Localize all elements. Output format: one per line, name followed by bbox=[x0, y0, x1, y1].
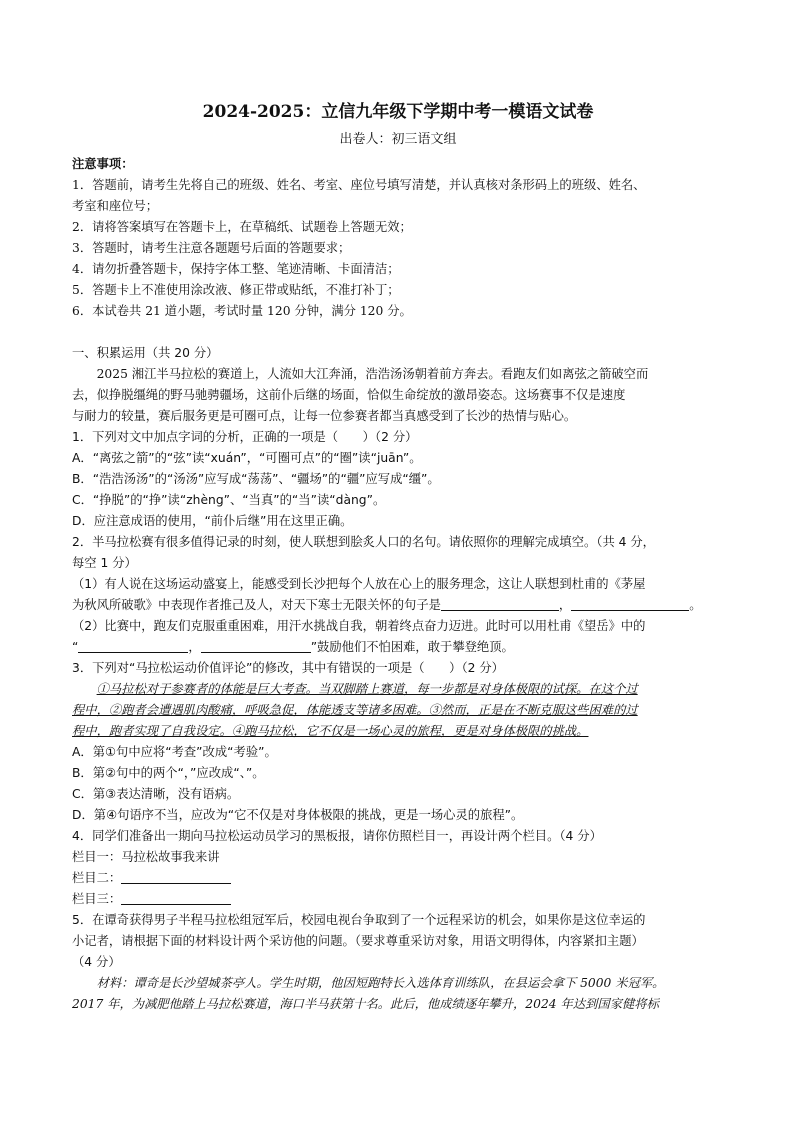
question-1-option: B．“浩浩汤汤”的“汤汤”应写成“荡荡”、“疆场”的“疆”应写成“缰”。 bbox=[72, 472, 440, 486]
question-3-stem: 3．下列对“马拉松运动价值评论”的修改，其中有错误的一项是（ ）（2 分） bbox=[72, 661, 504, 675]
notice-item: 5．答题卡上不准使用涂改液、修正带或贴纸，不准打补丁； bbox=[72, 283, 400, 297]
answer-blank[interactable] bbox=[571, 596, 689, 611]
question-5-stem: 小记者，请根据下面的材料设计两个采访他的问题。（要求尊重采访对象，用语文明得体，内容紧扣主题） bbox=[72, 934, 644, 948]
notice-item: 3．答题时，请考生注意各题题号后面的答题要求； bbox=[72, 241, 351, 255]
passage-line: 与耐力的较量，赛后服务更是可圈可点，让每一位参赛者都当真感受到了长沙的热情与贴心。 bbox=[72, 409, 577, 423]
question-5-stem: （4 分） bbox=[72, 955, 121, 969]
question-1-stem: 1．下列对文中加点字词的分析，正确的一项是（ ）（2 分） bbox=[72, 430, 418, 444]
notice-item: 6．本试卷共 21 道小题，考试时量 120 分钟，满分 120 分。 bbox=[72, 304, 412, 318]
passage-line: 2025 湘江半马拉松的赛道上，人流如大江奔涌，浩浩汤汤朝着前方奔去。看跑友们如离弦之箭破空而 bbox=[96, 367, 649, 381]
answer-blank[interactable] bbox=[121, 890, 231, 905]
separator: ， bbox=[558, 598, 572, 612]
question-3-passage: 程中，跑者实现了自我设定。④跑马拉松，它不仅是一场心灵的旅程，更是对身体极限的挑战。 bbox=[72, 724, 589, 738]
question-2-part1: （1）有人说在这场运动盛宴上，能感受到长沙把每个人放在心上的服务理念，这让人联想到杜甫的《茅屋 bbox=[72, 577, 646, 591]
question-3-option: A．第①句中应将“考查”改成“考验”。 bbox=[72, 745, 277, 759]
answer-blank[interactable] bbox=[78, 638, 188, 653]
exam-author: 出卷人：初三语文组 bbox=[339, 132, 457, 147]
question-3-passage: ①马拉松对于参赛者的体能是巨大考查。当双脚踏上赛道，每一步都是对身体极限的试探。在这个过 bbox=[96, 682, 638, 696]
question-5-stem: 5．在谭奇获得男子半程马拉松组冠军后，校园电视台争取到了一个远程采访的机会，如果你是这位幸运的 bbox=[72, 913, 646, 927]
question-3-option: D．第④句语序不当，应改为“它不仅是对身体极限的挑战，更是一场心灵的旅程”。 bbox=[72, 808, 524, 822]
column-two-label: 栏目二： bbox=[72, 871, 122, 885]
question-2-part1 bbox=[72, 595, 724, 616]
notice-item: 1．答题前，请考生先将自己的班级、姓名、考室、座位号填写清楚，并认真核对条形码上的班级、姓名、 bbox=[72, 178, 646, 192]
answer-blank[interactable] bbox=[441, 596, 559, 611]
exam-title: 2024-2025：立信九年级下学期中考一模语文试卷 bbox=[202, 102, 594, 122]
open-quote: “ bbox=[72, 640, 79, 654]
question-3-option: C．第③表达清晰，没有语病。 bbox=[72, 787, 240, 801]
notice-heading: 注意事项： bbox=[72, 157, 134, 171]
question-3-option: B．第②句中的两个“，”应改成“、”。 bbox=[72, 766, 265, 780]
question-5-material: 2017 年，为减肥他踏上马拉松赛道，海口半马获第十名。此后，他成绩逐年攀升，2024 年达到国家健将标 bbox=[72, 997, 659, 1011]
question-2-part2: （2）比赛中，跑友们克服重重困难，用汗水挑战自我，朝着终点奋力迈进。此时可以用杜甫《望岳》中的 bbox=[72, 619, 646, 633]
question-2-part1-text: 为秋风所破歌》中表现作者推己及人，对天下寒士无限关怀的句子是 bbox=[72, 598, 441, 612]
question-2-stem: 每空 1 分） bbox=[72, 556, 137, 570]
question-4-stem: 4．同学们准备出一期向马拉松运动员学习的黑板报，请你仿照栏目一，再设计两个栏目。（4 分） bbox=[72, 829, 602, 843]
question-2-part2-text: ”鼓励他们不怕困难，敢于攀登绝顶。 bbox=[310, 640, 514, 654]
passage-line: 去，似挣脱缰绳的野马驰骋疆场，这前仆后继的场面，恰似生命绽放的激昂姿态。这场赛事不仅是速度 bbox=[72, 388, 626, 402]
section-heading: 一、积累运用（共 20 分） bbox=[72, 346, 219, 360]
question-1-option: D．应注意成语的使用，“前仆后继”用在这里正确。 bbox=[72, 514, 353, 528]
column-three-label: 栏目三： bbox=[72, 892, 122, 906]
separator: ， bbox=[188, 640, 201, 654]
answer-blank[interactable] bbox=[121, 869, 231, 884]
notice-item: 4．请勿折叠答题卡，保持字体工整、笔迹清晰、卡面清洁； bbox=[72, 262, 400, 276]
notice-item: 2．请将答案填写在答题卡上，在草稿纸、试题卷上答题无效； bbox=[72, 220, 412, 234]
column-one: 栏目一：马拉松故事我来讲 bbox=[72, 850, 220, 864]
question-3-passage: 程中，②跑者会遭遇肌肉酸痛，呼吸急促，体能透支等诸多困难。③然而，正是在不断克服这些困难的过 bbox=[72, 703, 638, 717]
question-1-option: C．“挣脱”的“挣”读“zhèng”、“当真”的“当”读“dàng”。 bbox=[72, 493, 386, 507]
notice-item: 考室和座位号； bbox=[72, 199, 159, 213]
question-1-option: A．“离弦之箭”的“弦”读“xuán”，“可圈可点”的“圈”读“juān”。 bbox=[72, 451, 422, 465]
question-2-part2 bbox=[72, 637, 724, 658]
column-two bbox=[72, 868, 724, 889]
period: 。 bbox=[689, 598, 702, 612]
answer-blank[interactable] bbox=[201, 638, 311, 653]
question-2-stem: 2．半马拉松赛有很多值得记录的时刻，使人联想到脍炙人口的名句。请依照你的理解完成填空。（共 4 分， bbox=[72, 535, 655, 549]
column-three bbox=[72, 889, 724, 910]
question-5-material: 材料：谭奇是长沙望城茶亭人。学生时期，他因短跑特长入选体育训练队，在县运会拿下 5000 米冠军。 bbox=[96, 976, 665, 990]
exam-page bbox=[72, 100, 724, 1015]
